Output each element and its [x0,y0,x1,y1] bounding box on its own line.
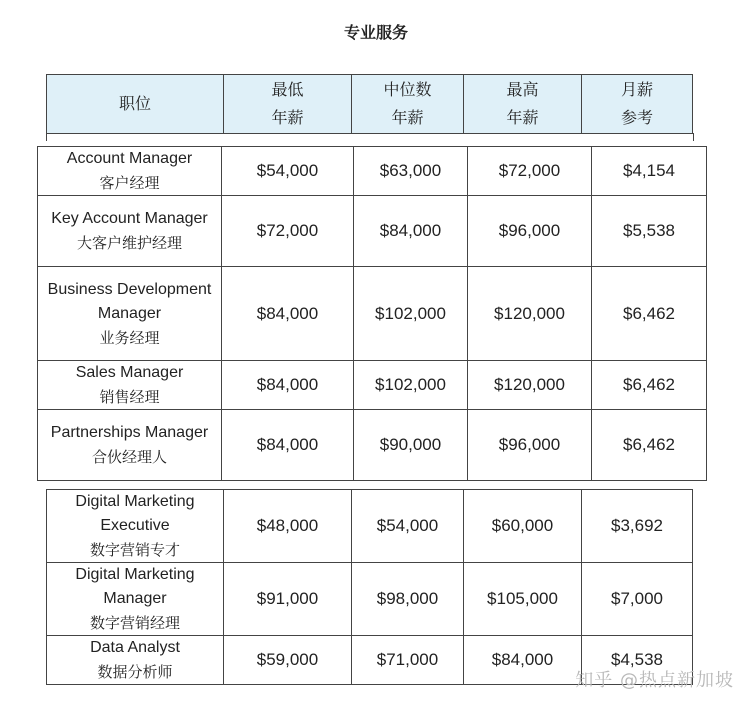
role-cell [47,490,224,563]
role-cell [38,196,222,267]
min-salary-cell: $54,000 [222,147,354,196]
header-row [47,75,693,134]
role-chinese: 销售经理 [99,388,160,406]
max-salary-cell: $105,000 [464,563,582,636]
role-cell [38,361,222,410]
role-english: Account Manager [66,150,193,167]
monthly-salary-cell: $6,462 [592,361,707,410]
median-salary-cell: $102,000 [354,267,468,361]
min-salary-cell: $84,000 [222,410,354,481]
role-english: Business Development Manager [47,280,212,322]
min-salary-cell: $59,000 [224,636,352,685]
monthly-salary-cell: $4,538 [582,636,693,685]
salary-table-header [46,74,693,134]
median-salary-cell: $71,000 [352,636,464,685]
max-salary-cell: $120,000 [468,361,592,410]
min-salary-cell: $84,000 [222,361,354,410]
header-median-salary: 中位数 年薪 [352,75,464,134]
max-salary-cell: $120,000 [468,267,592,361]
table-row [47,490,693,563]
role-chinese: 大客户维护经理 [76,234,182,252]
max-salary-cell: $72,000 [468,147,592,196]
median-salary-cell: $54,000 [352,490,464,563]
salary-table-group-1 [37,146,707,481]
role-english: Data Analyst [90,639,180,656]
monthly-salary-cell: $3,692 [582,490,693,563]
role-english: Key Account Manager [51,210,208,227]
role-chinese: 客户经理 [99,174,160,192]
max-salary-cell: $96,000 [468,196,592,267]
header-min-salary: 最低 年薪 [224,75,352,134]
role-cell [38,147,222,196]
min-salary-cell: $48,000 [224,490,352,563]
median-salary-cell: $63,000 [354,147,468,196]
max-salary-cell: $96,000 [468,410,592,481]
table-row [47,563,693,636]
min-salary-cell: $91,000 [224,563,352,636]
min-salary-cell: $72,000 [222,196,354,267]
median-salary-cell: $98,000 [352,563,464,636]
role-chinese: 业务经理 [99,328,160,347]
max-salary-cell: $60,000 [464,490,582,563]
table-row [38,147,707,196]
median-salary-cell: $90,000 [354,410,468,481]
table-row [38,361,707,410]
monthly-salary-cell: $6,462 [592,267,707,361]
role-english: Digital Marketing Executive [75,493,195,534]
role-english: Digital Marketing Manager [75,566,195,607]
role-chinese: 合伙经理人 [91,448,167,466]
role-english: Partnerships Manager [50,424,209,441]
table-row [38,410,707,481]
role-english: Sales Manager [75,364,184,381]
table-row [38,196,707,267]
min-salary-cell: $84,000 [222,267,354,361]
page-title: 专业服务 [343,23,408,42]
role-chinese: 数据分析师 [97,663,173,681]
header-max-salary: 最高 年薪 [464,75,582,134]
table-row [38,267,707,361]
header-monthly-ref: 月薪 参考 [582,75,693,134]
role-cell [47,636,224,685]
role-cell [38,410,222,481]
header-position: 职位 [47,75,224,134]
monthly-salary-cell: $5,538 [592,196,707,267]
monthly-salary-cell: $7,000 [582,563,693,636]
median-salary-cell: $84,000 [354,196,468,267]
monthly-salary-cell: $4,154 [592,147,707,196]
role-chinese: 数字营销专才 [89,541,180,559]
watermark: 知乎 @热点新加坡 [575,670,734,691]
median-salary-cell: $102,000 [354,361,468,410]
salary-table-group-2 [46,489,693,685]
monthly-salary-cell: $6,462 [592,410,707,481]
role-chinese: 数字营销经理 [89,614,180,632]
role-cell [38,267,222,361]
max-salary-cell: $84,000 [464,636,582,685]
header-gap [46,133,694,141]
role-cell [47,563,224,636]
